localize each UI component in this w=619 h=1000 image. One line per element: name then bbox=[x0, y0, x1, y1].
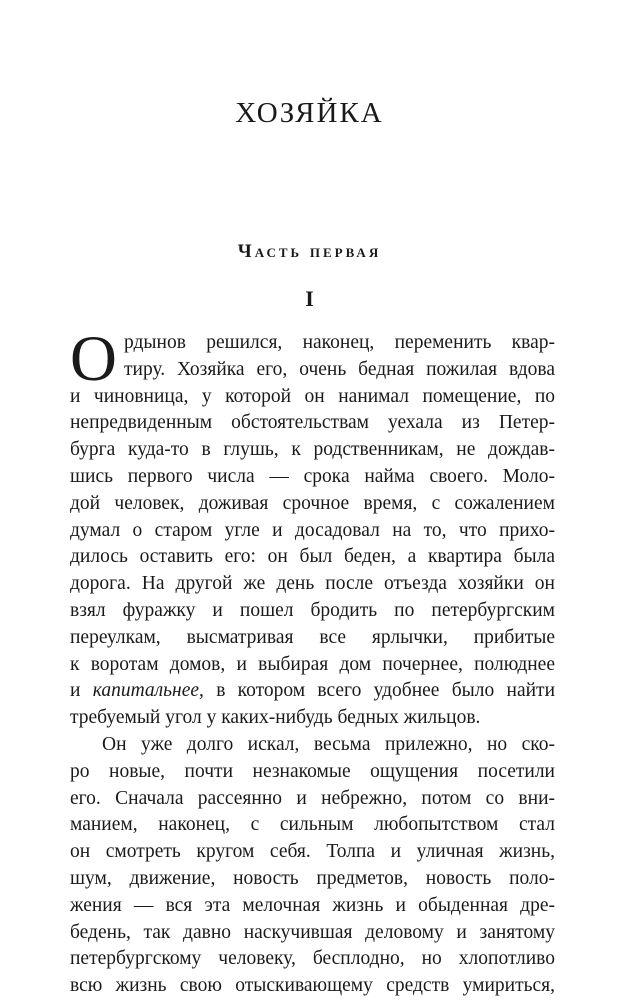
text-body bbox=[70, 323, 556, 1000]
text-line: жения — вся эта мелочная жизнь и обыденная дре- bbox=[70, 894, 555, 916]
text-line: дой человек, доживая срочное время, с сожалением bbox=[70, 492, 555, 514]
text-line: требуемый угол у каких-нибудь бедных жильцов. bbox=[70, 707, 481, 729]
text-line: к воротам домов, и выбирая дом почернее, полюднее bbox=[70, 653, 555, 675]
text-line: дилось оставить его: он был беден, а квартира была bbox=[70, 546, 555, 568]
text-line: непредвиденным обстоятельствам уехала из Петер- bbox=[70, 412, 555, 434]
text-line: ро новые, почти незнакомые ощущения посетили bbox=[70, 760, 555, 782]
chapter-number: I bbox=[305, 286, 314, 311]
drop-cap: О bbox=[70, 323, 117, 395]
text-line: шись первого числа — срока найма своего. Моло- bbox=[70, 465, 555, 487]
text-line: его. Сначала рассеянно и небрежно, потом со вни- bbox=[70, 787, 555, 809]
text-line: шум, движение, новость предметов, новость поло- bbox=[70, 867, 555, 889]
text-fragment: в котором всего удобнее было найти bbox=[203, 680, 556, 702]
text-line: взял фуражку и пошел бродить по петербургским bbox=[70, 599, 555, 621]
text-line: всю жизнь свою отыскивающему средств умириться, bbox=[70, 975, 555, 997]
text-fragment: и bbox=[70, 680, 93, 702]
text-line: и чиновница, у которой он нанимал помещение, по bbox=[70, 385, 555, 407]
text-line: дорога. На другой же день после отъезда хозяйки он bbox=[70, 573, 555, 595]
text-line: манием, наконец, с сильным любопытством стал bbox=[70, 814, 555, 836]
text-line: бедень, так давно наскучившая деловому и занятому bbox=[70, 921, 555, 943]
text-line: бурга куда-то в глушь, к родственникам, не дождав- bbox=[70, 439, 555, 461]
italic-word: капитальнее, bbox=[92, 680, 204, 702]
text-line: думал о старом угле и досадовал на то, что прихо- bbox=[70, 519, 555, 541]
text-line: петербургскому человеку, бесплодно, но хлопотливо bbox=[70, 948, 555, 970]
story-title: ХОЗЯЙКА bbox=[235, 97, 384, 129]
text-line: тиру. Хозяйка его, очень бедная пожилая вдова bbox=[124, 358, 555, 380]
text-line: он смотреть кругом себя. Толпа и уличная жизнь, bbox=[70, 841, 555, 863]
part-heading: Часть первая bbox=[237, 241, 382, 262]
text-line: Он уже долго искал, весьма прилежно, но ско- bbox=[102, 733, 555, 755]
text-line bbox=[70, 678, 555, 705]
text-line: рдынов решился, наконец, переменить квар- bbox=[124, 332, 555, 353]
text-line: переулкам, высматривая все ярлычки, прибитые bbox=[70, 626, 555, 648]
